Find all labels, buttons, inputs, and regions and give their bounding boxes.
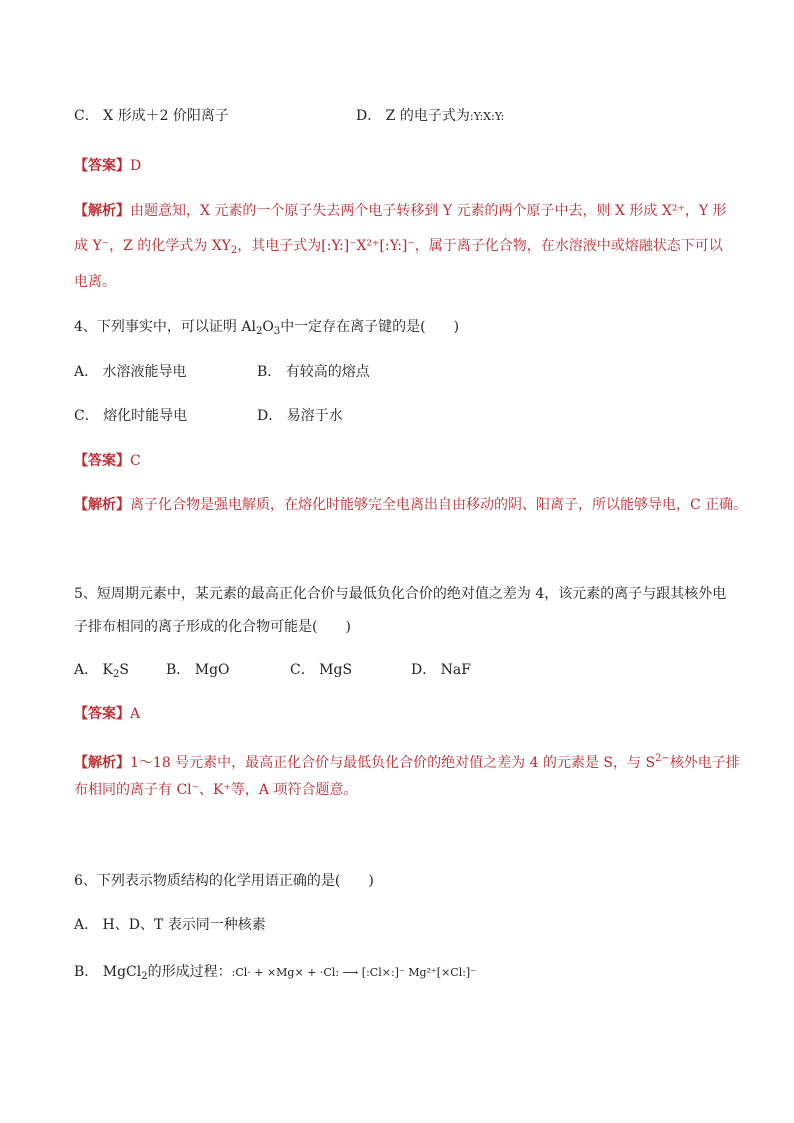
subscript: 2 [113, 669, 120, 680]
stem-text: O [262, 319, 274, 335]
subscript: 3 [273, 326, 281, 337]
analysis-text: 成 Y⁻，Z 的化学式为 XY [74, 238, 231, 254]
analysis-text: 1～18 号元素中，最高正化合价与最低负化合价的绝对值之差为 4 的元素是 S，与 S [130, 755, 656, 771]
q6-option-b [74, 962, 476, 987]
answer-tag: 【答案】 [74, 706, 130, 722]
superscript: 2− [655, 753, 670, 764]
subscript: 2 [141, 971, 148, 982]
q4-answer [74, 451, 141, 471]
option-text: S [119, 662, 129, 678]
q3-option-d-prefix: D． Z 的电子式为 [356, 108, 470, 124]
q5-option-d: D． NaF [411, 662, 471, 678]
analysis-text: 核外电子排 [669, 755, 740, 771]
analysis-text: 由题意知，X 元素的一个原子失去两个电子转移到 Y 元素的两个原子中去，则 X 形成 X²⁺，Y 形 [130, 203, 727, 219]
q4-option-c: C． 熔化时能导电 [74, 408, 188, 424]
q5-analysis-line1 [74, 749, 740, 773]
q5-option-b: B． MgO [166, 662, 230, 678]
analysis-text: 离子化合物是强电解质，在熔化时能够完全电离出自由移动的阴、阳离子，所以能够导电，C 正确。 [130, 497, 748, 513]
q6-option-a: A． H、D、T 表示同一种核素 [74, 917, 266, 933]
q4-option-b: B． 有较高的熔点 [257, 364, 370, 380]
q4-option-a: A． 水溶液能导电 [74, 364, 187, 380]
answer-value: C [130, 453, 141, 469]
q5-analysis-line2: 布相同的离子有 Cl⁻、K⁺等，A 项符合题意。 [74, 782, 358, 798]
analysis-tag: 【解析】 [74, 497, 130, 513]
q5-answer [74, 704, 140, 724]
analysis-tag: 【解析】 [74, 203, 130, 219]
q5-stem-line2: 子排布相同的离子形成的化合物可能是( ) [74, 619, 351, 635]
answer-tag: 【答案】 [74, 158, 130, 174]
q4-stem [74, 317, 459, 342]
answer-value: A [130, 706, 141, 722]
q3-option-c: C． X 形成＋2 价阳离子 [74, 108, 229, 124]
option-text: B． MgCl [74, 964, 142, 980]
subscript: 2 [255, 326, 263, 337]
answer-tag: 【答案】 [74, 453, 130, 469]
q5-option-c: C． MgS [290, 662, 353, 678]
q4-analysis [74, 495, 747, 515]
q3-option-d [356, 106, 504, 127]
q3-analysis-line2 [74, 236, 723, 261]
q3-option-d-formula: :Y:X:Y: [469, 110, 505, 123]
analysis-tag: 【解析】 [74, 755, 130, 771]
option-text: A． K [74, 662, 114, 678]
q6-stem: 6、下列表示物质结构的化学用语正确的是( ) [74, 873, 374, 889]
mgcl2-formation-formula: :Cl· + ×Mg× + ·Cl: ⟶ [:Cl×:]⁻ Mg²⁺[×Cl:]⁻ [231, 966, 477, 979]
q5-option-a [74, 660, 129, 685]
q4-option-d: D． 易溶于水 [257, 408, 343, 424]
q5-stem-line1: 5、短周期元素中，某元素的最高正化合价与最低负化合价的绝对值之差为 4，该元素的离子与跟其核外电 [74, 586, 727, 602]
stem-text: 中一定存在离子键的是( ) [280, 319, 460, 335]
q3-analysis-line3: 电离。 [74, 274, 116, 290]
answer-value: D [130, 158, 142, 174]
q3-answer [74, 156, 141, 176]
analysis-text: ，其电子式为[:Y:]⁻X²⁺[:Y:]⁻，属于离子化合物，在水溶液中或熔融状态下可以 [237, 238, 723, 254]
subscript: 2 [230, 245, 238, 256]
option-text: 的形成过程： [147, 964, 232, 980]
q3-analysis-line1 [74, 201, 727, 221]
stem-text: 4、下列事实中，可以证明 Al [74, 319, 256, 335]
